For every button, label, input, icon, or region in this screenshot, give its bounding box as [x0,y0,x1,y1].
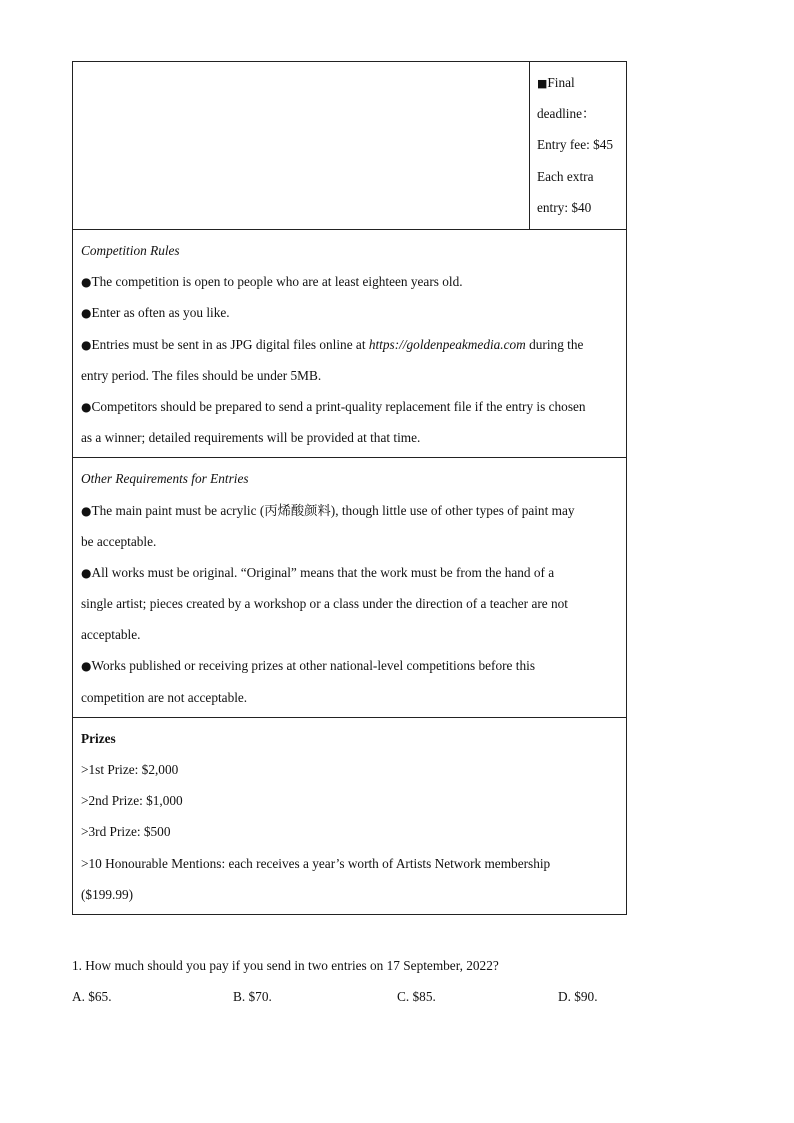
extra-entry-fee: entry: $40 [537,199,592,215]
prize-third: >3rd Prize: $500 [81,824,171,840]
rule-item: ●The competition is open to people who are at least eighteen years old. [81,274,463,290]
prize-first: >1st Prize: $2,000 [81,762,179,777]
option-a[interactable]: A. $65. [72,989,112,1004]
rule-item: ●Competitors should be prepared to send a print-quality replacement file if the entry is chosen [81,398,586,414]
option-b[interactable]: B. $70. [233,989,272,1004]
requirement-item-continued: be acceptable. [81,533,157,549]
bullet-icon: ● [81,275,92,290]
requirement-item-continued: acceptable. [81,627,141,643]
question-block [72,950,722,1012]
deadline-cell [530,62,626,229]
bullet-icon: ● [81,565,92,580]
entry-fee: Entry fee: $45 [537,137,614,153]
requirement-item-continued: competition are not acceptable. [81,689,248,705]
deadline-label: deadline： [537,106,596,122]
square-bullet-icon: ■ [537,77,548,90]
rule-item-continued: entry period. The files should be under 5MB. [81,367,322,383]
prizes-section [73,718,626,914]
requirement-item: ●The main paint must be acrylic (丙烯酸颜料), though little use of other types of paint may [81,502,575,518]
question-text: 1. How much should you pay if you send in two entries on 17 September, 2022? [72,958,499,973]
competition-rules-section [73,230,626,458]
requirement-item: ●All works must be original. “Original” means that the work must be from the hand of a [81,564,555,580]
bullet-icon: ● [81,659,92,674]
website-link[interactable]: https://goldenpeakmedia.com [368,336,526,352]
blank-cell [73,62,530,229]
prize-second: >2nd Prize: $1,000 [81,793,183,809]
rule-item-continued: as a winner; detailed requirements will be provided at that time. [81,430,421,446]
answer-options [72,981,722,1012]
bullet-icon: ● [81,399,92,414]
prize-honourable-value: ($199.99) [81,886,134,902]
deadline-title: ■Final [537,75,575,90]
extra-entry-label: Each extra [537,168,594,184]
rule-item: ●Entries must be sent in as JPG digital files online at https://goldenpeakmedia.com during the [81,336,584,352]
rule-item: ●Enter as often as you like. [81,305,230,321]
requirement-item: ●Works published or receiving prizes at other national-level competitions before this [81,658,535,674]
other-requirements-section [73,458,626,718]
table-top-row [73,62,626,230]
prizes-heading: Prizes [81,730,116,746]
bullet-icon: ● [81,306,92,321]
competition-table [72,61,627,915]
other-heading: Other Requirements for Entries [81,471,249,487]
rules-heading: Competition Rules [81,243,180,258]
requirement-item-continued: single artist; pieces created by a workshop or a class under the direction of a teacher are not [81,596,568,612]
prize-honourable-mentions: >10 Honourable Mentions: each receives a year’s worth of Artists Network membership [81,855,551,871]
option-c[interactable]: C. $85. [397,989,436,1004]
option-d[interactable]: D. $90. [558,989,598,1004]
bullet-icon: ● [81,503,92,518]
bullet-icon: ● [81,337,92,352]
